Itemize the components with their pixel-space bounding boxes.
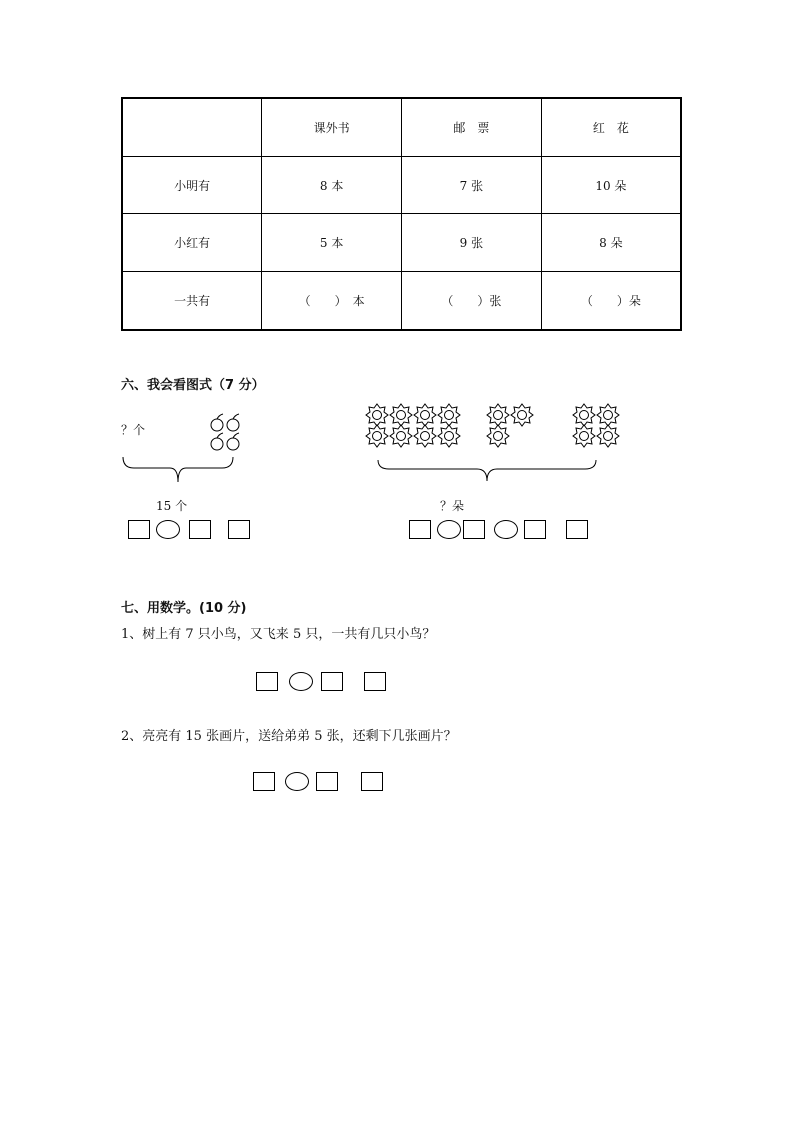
answer-box[interactable] — [524, 520, 546, 539]
table-cell: 10 朵 — [541, 157, 681, 214]
problem-2-text: 2、亮亮有 15 张画片，送给弟弟 5 张，还剩下几张画片？ — [121, 729, 457, 744]
answer-box[interactable] — [256, 672, 278, 691]
answer-box[interactable] — [566, 520, 588, 539]
table-cell: 8 本 — [262, 157, 402, 214]
table-cell[interactable]: （ ） 本 — [262, 271, 402, 330]
table-cell: 7 张 — [402, 157, 542, 214]
operator-circle[interactable] — [289, 672, 313, 691]
table-header-cell: 课外书 — [262, 98, 402, 157]
right-brace — [377, 459, 597, 483]
data-table — [121, 97, 682, 331]
table-cell: 小红有 — [122, 214, 262, 271]
operator-circle[interactable] — [285, 772, 309, 791]
answer-box[interactable] — [321, 672, 343, 691]
table-cell[interactable]: （ ）张 — [402, 271, 542, 330]
table-cell[interactable]: （ ）朵 — [541, 271, 681, 330]
table-header-cell — [122, 98, 262, 157]
table-row — [122, 271, 681, 330]
table-header-row — [122, 98, 681, 157]
table-header-cell: 邮 票 — [402, 98, 542, 157]
answer-box[interactable] — [361, 772, 383, 791]
table-cell: 8 朵 — [541, 214, 681, 271]
left-total-label: 15 个 — [156, 499, 188, 513]
left-brace — [122, 456, 234, 484]
section-7-title: 七、用数学。(10 分) — [121, 601, 247, 616]
answer-box[interactable] — [189, 520, 211, 539]
answer-box[interactable] — [253, 772, 275, 791]
answer-box[interactable] — [409, 520, 431, 539]
right-question-label: ？朵 — [440, 499, 465, 513]
operator-circle[interactable] — [156, 520, 180, 539]
table-cell: 5 本 — [262, 214, 402, 271]
answer-box[interactable] — [228, 520, 250, 539]
apples-icon — [208, 413, 244, 455]
left-question-label: ？个 — [121, 423, 146, 437]
answer-box[interactable] — [316, 772, 338, 791]
table-cell: 小明有 — [122, 157, 262, 214]
answer-box[interactable] — [364, 672, 386, 691]
table-header-cell: 红 花 — [541, 98, 681, 157]
answer-box[interactable] — [128, 520, 150, 539]
operator-circle[interactable] — [494, 520, 518, 539]
table-cell: 9 张 — [402, 214, 542, 271]
table-cell: 一共有 — [122, 271, 262, 330]
operator-circle[interactable] — [437, 520, 461, 539]
section-6-title: 六、我会看图式（7 分） — [121, 378, 265, 393]
table-row — [122, 157, 681, 214]
answer-box[interactable] — [463, 520, 485, 539]
flowers-icon — [365, 404, 623, 448]
table-row — [122, 214, 681, 271]
problem-1-text: 1、树上有 7 只小鸟，又飞来 5 只，一共有几只小鸟？ — [121, 627, 436, 642]
